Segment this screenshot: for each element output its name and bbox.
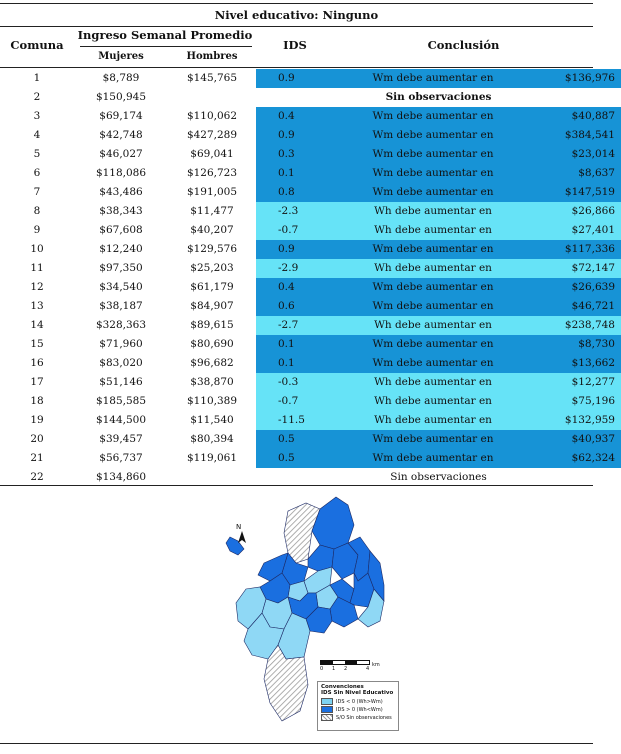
- hombres-cell: $40,207: [190, 224, 234, 236]
- hombres-cell: $110,389: [186, 395, 238, 407]
- monto-cell: $384,541: [522, 126, 621, 145]
- mujeres-cell: $51,146: [99, 376, 143, 388]
- conclusion-cell: Wm debe aumentar en: [344, 183, 522, 202]
- hombres-cell: $84,907: [190, 300, 234, 312]
- conclusion-cell: Wm debe aumentar en: [344, 164, 522, 183]
- scale-tick-4: 4: [366, 666, 370, 672]
- mujeres-cell: $134,860: [95, 471, 147, 483]
- comuna-cell: 17: [30, 376, 44, 388]
- table-row: [0, 316, 621, 335]
- ids-cell: -0.3: [256, 373, 344, 392]
- table-row: [0, 354, 621, 373]
- mujeres-cell: $56,737: [99, 452, 143, 464]
- ids-cell: 0.9: [256, 126, 344, 145]
- hombres-cell: $427,289: [186, 129, 238, 141]
- conclusion-cell: Wh debe aumentar en: [344, 392, 522, 411]
- legend-item: [321, 706, 398, 714]
- table-row: [0, 411, 621, 430]
- conclusion-cell: Wm debe aumentar en: [344, 335, 522, 354]
- comuna-cell: 20: [30, 433, 44, 445]
- title-rule: [0, 26, 593, 27]
- ids-cell: -2.9: [256, 259, 344, 278]
- mujeres-cell: $8,789: [102, 72, 140, 84]
- hombres-cell: $110,062: [186, 110, 238, 122]
- table-row: [0, 221, 621, 240]
- data-table: [0, 69, 621, 487]
- conclusion-cell: Wm debe aumentar en: [344, 430, 522, 449]
- table-row: [0, 164, 621, 183]
- monto-cell: $26,866: [522, 202, 621, 221]
- ids-cell: 0.5: [256, 449, 344, 468]
- table-row: [0, 126, 621, 145]
- data-table-body: [0, 69, 621, 487]
- ids-cell: 0.5: [256, 430, 344, 449]
- conclusion-cell: Wh debe aumentar en: [344, 259, 522, 278]
- header-conclusion: Conclusión: [427, 38, 500, 52]
- mujeres-cell: $83,020: [99, 357, 143, 369]
- comuna-cell: 19: [30, 414, 44, 426]
- ids-cell: 0.9: [256, 69, 344, 88]
- bottom-table-rule: [0, 485, 593, 486]
- table-row: [0, 145, 621, 164]
- monto-cell: $8,637: [522, 164, 621, 183]
- mujeres-cell: $144,500: [95, 414, 147, 426]
- conclusion-cell: Wm debe aumentar en: [344, 354, 522, 373]
- monto-cell: $40,887: [522, 107, 621, 126]
- ids-cell: 0.6: [256, 297, 344, 316]
- monto-cell: $8,730: [522, 335, 621, 354]
- monto-cell: $62,324: [522, 449, 621, 468]
- monto-cell: $46,721: [522, 297, 621, 316]
- comuna-cell: 8: [33, 205, 41, 217]
- legend-swatch: [321, 698, 333, 705]
- monto-cell: $27,401: [522, 221, 621, 240]
- ids-cell: -0.7: [256, 221, 344, 240]
- hombres-cell: $96,682: [190, 357, 234, 369]
- sin-observaciones-cell: Sin observaciones: [385, 91, 492, 103]
- hombres-cell: [168, 88, 256, 107]
- ids-cell: 0.1: [256, 354, 344, 373]
- monto-cell: $12,277: [522, 373, 621, 392]
- mujeres-cell: $38,343: [99, 205, 143, 217]
- legend-rows: [318, 698, 398, 722]
- comuna-cell: 22: [30, 471, 44, 483]
- monto-cell: $40,937: [522, 430, 621, 449]
- conclusion-cell: Wm debe aumentar en: [344, 107, 522, 126]
- conclusion-cell: Wm debe aumentar en: [344, 449, 522, 468]
- comuna-cell: 1: [33, 72, 41, 84]
- table-row: [0, 107, 621, 126]
- hombres-cell: $38,870: [190, 376, 234, 388]
- mujeres-cell: $43,486: [99, 186, 143, 198]
- conclusion-cell: Wm debe aumentar en: [344, 126, 522, 145]
- scale-bar-fill: [320, 660, 370, 665]
- ids-cell: 0.4: [256, 107, 344, 126]
- map-legend: [317, 681, 399, 731]
- mujeres-cell: $328,363: [95, 319, 147, 331]
- comuna-cell: 15: [30, 338, 44, 350]
- comuna-cell: 6: [33, 167, 41, 179]
- map-scale-bar: [320, 660, 380, 674]
- comuna-cell: 18: [30, 395, 44, 407]
- hombres-cell: $25,203: [190, 262, 234, 274]
- ids-cell: 0.4: [256, 278, 344, 297]
- table-row: [0, 335, 621, 354]
- scale-tick-1: 1: [332, 666, 336, 672]
- conclusion-cell: Wh debe aumentar en: [344, 411, 522, 430]
- table-row: [0, 449, 621, 468]
- hombres-cell: $80,394: [190, 433, 234, 445]
- scale-unit: km: [372, 662, 380, 668]
- conclusion-cell: Wh debe aumentar en: [344, 202, 522, 221]
- ids-cell: 0.1: [256, 335, 344, 354]
- comuna-cell: 4: [33, 129, 41, 141]
- table-row: [0, 240, 621, 259]
- legend-title-2: IDS Sin Nivel Educativo: [321, 690, 394, 696]
- hombres-cell: $11,540: [190, 414, 234, 426]
- header-ids: IDS: [283, 38, 307, 52]
- conclusion-cell: Wh debe aumentar en: [344, 373, 522, 392]
- mujeres-cell: $71,960: [99, 338, 143, 350]
- ids-cell: 0.8: [256, 183, 344, 202]
- comuna-cell: 9: [33, 224, 41, 236]
- monto-cell: $26,639: [522, 278, 621, 297]
- north-label: N: [236, 523, 242, 531]
- table-row: [0, 259, 621, 278]
- mujeres-cell: $185,585: [95, 395, 147, 407]
- comuna-cell: 13: [30, 300, 44, 312]
- ids-cell: -11.5: [256, 411, 344, 430]
- conclusion-cell: Wh debe aumentar en: [344, 316, 522, 335]
- legend-label: IDS < 0 (Wh>Wm): [336, 699, 383, 705]
- scale-tick-2: 2: [344, 666, 348, 672]
- conclusion-cell: Wm debe aumentar en: [344, 297, 522, 316]
- mujeres-cell: $42,748: [99, 129, 143, 141]
- table-row: [0, 430, 621, 449]
- legend-title-1: Convenciones: [321, 684, 364, 690]
- mujeres-cell: $34,540: [99, 281, 143, 293]
- conclusion-cell: Wm debe aumentar en: [344, 145, 522, 164]
- map-comuna-4: [308, 545, 334, 571]
- mujeres-cell: $39,457: [99, 433, 143, 445]
- conclusion-cell: Wm debe aumentar en: [344, 278, 522, 297]
- scale-tick-0: 0: [320, 666, 324, 672]
- mujeres-cell: $46,027: [99, 148, 143, 160]
- hombres-cell: $119,061: [186, 452, 238, 464]
- table-row: [0, 297, 621, 316]
- hombres-cell: $80,690: [190, 338, 234, 350]
- comuna-cell: 21: [30, 452, 44, 464]
- monto-cell: $136,976: [522, 69, 621, 88]
- hombres-cell: $126,723: [186, 167, 238, 179]
- header-ingreso: Ingreso Semanal Promedio: [77, 28, 253, 42]
- comuna-cell: 5: [33, 148, 41, 160]
- table-row: [0, 88, 621, 107]
- comuna-cell: 11: [30, 262, 44, 274]
- hombres-cell: $145,765: [186, 72, 238, 84]
- comuna-cell: 2: [33, 91, 41, 103]
- monto-cell: $75,196: [522, 392, 621, 411]
- bottom-page-rule: [0, 743, 593, 744]
- hombres-cell: $129,576: [186, 243, 238, 255]
- header-comuna: Comuna: [10, 38, 64, 52]
- table-row: [0, 278, 621, 297]
- comuna-cell: 7: [33, 186, 41, 198]
- sin-observaciones-cell: Sin observaciones: [390, 471, 487, 483]
- conclusion-cell: Wm debe aumentar en: [344, 240, 522, 259]
- comuna-cell: 16: [30, 357, 44, 369]
- hombres-cell: $11,477: [190, 205, 234, 217]
- monto-cell: $23,014: [522, 145, 621, 164]
- table-row: [0, 69, 621, 88]
- monto-cell: $238,748: [522, 316, 621, 335]
- table-row: [0, 392, 621, 411]
- header-mujeres: Mujeres: [98, 51, 144, 62]
- table-row: [0, 183, 621, 202]
- legend-swatch: [321, 706, 333, 713]
- hombres-cell: $61,179: [190, 281, 234, 293]
- hombres-cell: $69,041: [190, 148, 234, 160]
- legend-label: S/O Sin observaciones: [336, 715, 392, 721]
- ids-cell: 0.1: [256, 164, 344, 183]
- header-hombres: Hombres: [186, 51, 238, 62]
- table-title: Nivel educativo: Ninguno: [214, 8, 379, 22]
- hombres-cell: $191,005: [186, 186, 238, 198]
- ids-cell: -2.7: [256, 316, 344, 335]
- comuna-cell: 14: [30, 319, 44, 331]
- monto-cell: $13,662: [522, 354, 621, 373]
- monto-cell: $147,519: [522, 183, 621, 202]
- mujeres-cell: $97,350: [99, 262, 143, 274]
- comuna-cell: 3: [33, 110, 41, 122]
- mujeres-cell: $38,187: [99, 300, 143, 312]
- map-north-arrow: [236, 523, 246, 543]
- legend-item: [321, 698, 398, 706]
- mujeres-cell: $69,174: [99, 110, 143, 122]
- top-rule: [0, 3, 593, 4]
- map-comuna-6: [312, 497, 354, 549]
- hombres-cell: $89,615: [190, 319, 234, 331]
- monto-cell: $117,336: [522, 240, 621, 259]
- legend-label: IDS > 0 (Wh<Wm): [336, 707, 383, 713]
- mujeres-cell: $118,086: [95, 167, 147, 179]
- table-row: [0, 202, 621, 221]
- table-row: [0, 373, 621, 392]
- comuna-cell: 10: [30, 243, 44, 255]
- legend-item: [321, 714, 398, 722]
- ids-cell: 0.9: [256, 240, 344, 259]
- ids-cell: -0.7: [256, 392, 344, 411]
- mujeres-cell: $67,608: [99, 224, 143, 236]
- mujeres-cell: $150,945: [95, 91, 147, 103]
- mujeres-cell: $12,240: [99, 243, 143, 255]
- ids-cell: 0.3: [256, 145, 344, 164]
- ingreso-underline: [80, 46, 252, 47]
- monto-cell: $72,147: [522, 259, 621, 278]
- conclusion-cell: Wh debe aumentar en: [344, 221, 522, 240]
- ids-cell: -2.3: [256, 202, 344, 221]
- header-rule: [0, 67, 593, 68]
- comuna-cell: 12: [30, 281, 44, 293]
- conclusion-cell: Wm debe aumentar en: [344, 69, 522, 88]
- legend-swatch: [321, 714, 333, 721]
- monto-cell: $132,959: [522, 411, 621, 430]
